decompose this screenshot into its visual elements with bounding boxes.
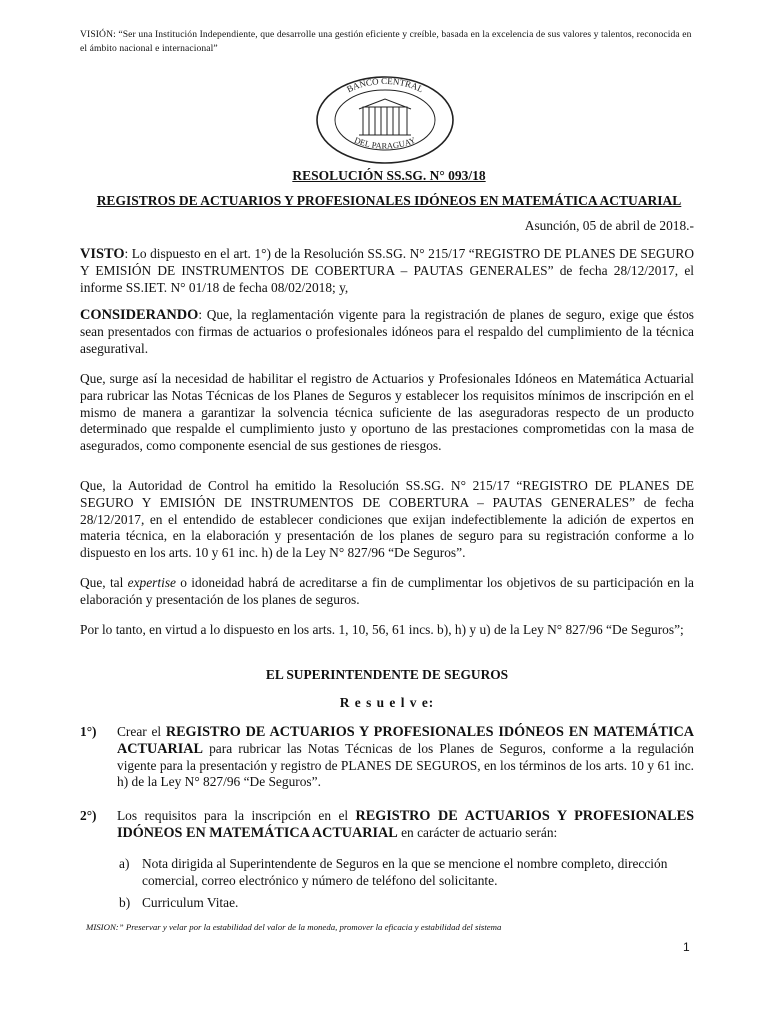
svg-text:DEL PARAGUAY <box>353 135 417 151</box>
paragraph-1: Que, surge así la necesidad de habilitar el registro de Actuarios y Profesionales Idóneos en Matemática Actuarial para rubricar las Notas Técnicas de los Planes de Seguros y establecer los requisitos mínimos de inscripción en el mismo de manera a garantizar la solvencia técnica suficiente de las aseguradoras respecto de un producto determinado que respalde el cumplimiento justo y oportuno de las prestaciones comprometidas con la masa de asegurados, como componente esencial de sus gestiones de riesgos. <box>80 371 694 454</box>
item-2-registry: REGISTRO DE ACTUARIOS Y PROFESIONALES IDÓNEOS EN MATEMÁTICA ACTUARIAL <box>117 808 694 841</box>
bank-seal-logo <box>315 75 455 165</box>
paragraph-4: Por lo tanto, en virtud a lo dispuesto en los arts. 1, 10, 56, 61 incs. b), h) y u) de la Ley N° 827/96 “De Seguros”; <box>80 622 684 637</box>
sub-a-label: a) <box>119 856 130 871</box>
svg-text:BANCO CENTRAL <box>345 76 425 94</box>
p3-emphasis: expertise <box>127 575 176 590</box>
p3-text-b: o idoneidad habrá de acreditarse a fin de cumplimentar los objetivos de su participación en la elaboración y presentación de los planes de seguros. <box>80 575 694 607</box>
resuelve-heading: R e s u e l v e: <box>339 695 435 710</box>
sub-b-label: b) <box>119 895 131 910</box>
p3-text-a: Que, tal <box>80 575 128 590</box>
visto-text: : Lo dispuesto en el art. 1°) de la Resolución SS.SG. N° 215/17 “REGISTRO DE PLANES DE SEGURO Y EMISIÓN DE INSTRUMENTOS DE COBERTURA – PAUTAS GENERALES” de fecha 28/12/2017, el informe SS.IET. N° 01/18 de fecha 08/02/2018; y, <box>80 246 694 295</box>
considerando-text: : Que, la reglamentación vigente para la registración de planes de seguro, exige que éstos sean presentados con firmas de actuarios o profesionales idóneos para el respaldo del cumplimiento de la técnica aseguratival. <box>80 307 694 356</box>
visto-paragraph <box>80 246 694 296</box>
visto-lead: VISTO <box>80 246 125 262</box>
mision-statement: MISION:” Preservar y velar por la estabilidad del valor de la moneda, promover la eficacia y estabilidad del sistema <box>86 922 502 932</box>
resolution-number: RESOLUCIÓN SS.SG. N° 093/18 <box>292 168 486 183</box>
item-2-number: 2°) <box>80 808 97 823</box>
superintendent-heading: EL SUPERINTENDENTE DE SEGUROS <box>265 667 509 682</box>
resolution-subject: REGISTROS DE ACTUARIOS Y PROFESIONALES IDÓNEOS EN MATEMÁTICA ACTUARIAL <box>96 193 682 208</box>
considerando-lead: CONSIDERANDO <box>80 307 199 323</box>
resolution-date: Asunción, 05 de abril de 2018.- <box>524 218 694 233</box>
seal-top-text: BANCO CENTRAL <box>345 75 425 95</box>
item-1-registry: REGISTRO DE ACTUARIOS Y PROFESIONALES IDÓNEOS EN MATEMÁTICA ACTUARIAL <box>117 724 694 757</box>
vision-statement: VISIÓN: “Ser una Institución Independiente, que desarrolle una gestión eficiente y creíble, basada en la excelencia de sus valores y talentos, reconocida en el ámbito nacional e internacional” <box>80 29 692 54</box>
item-1-a: Crear el <box>117 724 166 739</box>
item-2-text <box>117 808 694 842</box>
item-1-text <box>117 724 694 791</box>
seal-bottom-text: DEL PARAGUAY <box>352 134 418 151</box>
paragraph-2: Que, la Autoridad de Control ha emitido la Resolución SS.SG. N° 215/17 “REGISTRO DE PLANES DE SEGURO Y EMISIÓN DE INSTRUMENTOS DE COBERTURA – PAUTAS GENERALES” de fecha 28/12/2017, en el entendido de establecer condiciones que exijan indefectiblemente la adición de expertos en materia técnica, en la elaboración y presentación de los planes de seguro para su registración conforme a lo dispuesto en los arts. 10 y 61 inc. h) de la Ley N° 827/96 “De Seguros”. <box>80 478 694 561</box>
item-1-b: para rubricar las Notas Técnicas de los Planes de Seguros, conforme a la regulación vigente para la presentación y registro de PLANES DE SEGUROS, en los términos de los arts. 10 y 61 inc. h) de la Ley N° 827/96 “De Seguros”. <box>117 740 694 790</box>
page-number: 1 <box>683 940 690 954</box>
considerando-paragraph <box>80 307 694 357</box>
item-2-a: Los requisitos para la inscripción en el <box>117 808 356 823</box>
sub-b-text: Curriculum Vitae. <box>142 895 239 910</box>
item-1-number: 1°) <box>80 724 97 739</box>
item-2-b: en carácter de actuario serán: <box>397 824 558 840</box>
paragraph-3 <box>80 575 694 609</box>
sub-a-text: Nota dirigida al Superintendente de Seguros en la que se mencione el nombre completo, dirección comercial, correo electrónico y número de teléfono del solicitante. <box>142 856 668 888</box>
